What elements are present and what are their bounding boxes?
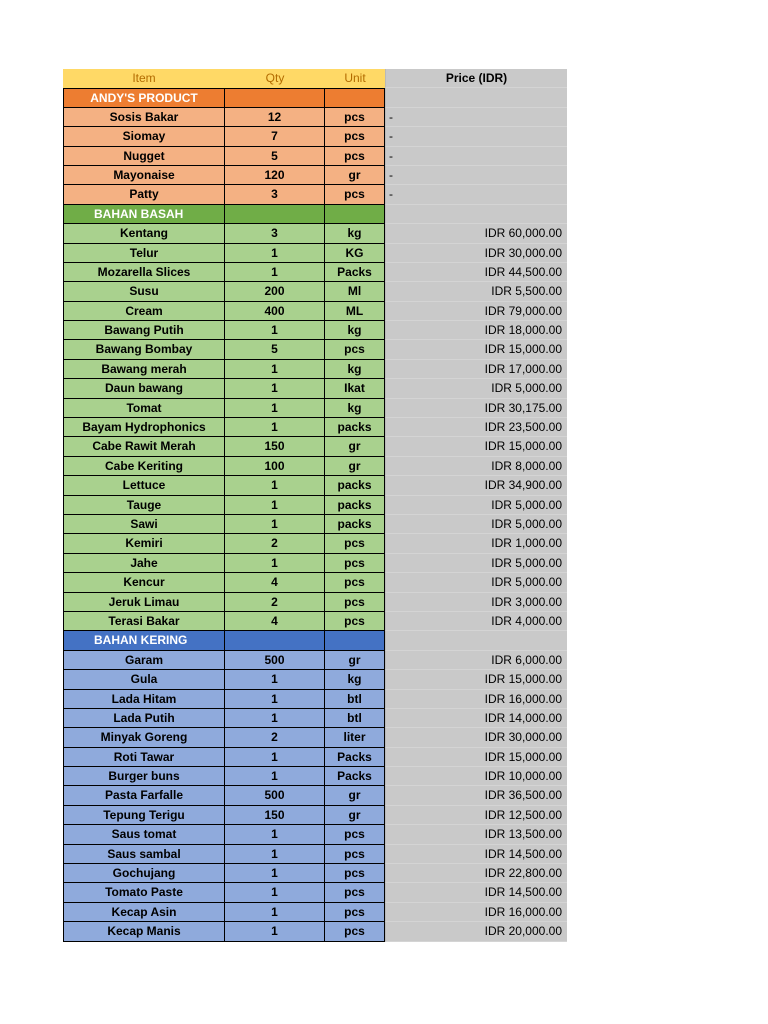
price-cell[interactable] (385, 612, 567, 631)
qty-cell[interactable]: 400 (225, 302, 325, 321)
price-value: IDR 17,000.00 (484, 361, 562, 376)
price-cell[interactable] (385, 263, 567, 282)
table-row (63, 786, 567, 805)
item-cell[interactable]: Telur (63, 244, 225, 263)
unit-cell[interactable]: btl (325, 709, 385, 728)
unit-cell[interactable]: gr (325, 166, 385, 185)
qty-cell[interactable]: 1 (225, 399, 325, 418)
item-cell[interactable]: Kemiri (63, 534, 225, 553)
item-cell[interactable]: Gochujang (63, 864, 225, 883)
price-value: IDR 8,000.00 (491, 458, 562, 473)
ingredient-table (63, 69, 567, 942)
table-row (63, 496, 567, 515)
price-cell[interactable] (385, 786, 567, 805)
unit-cell[interactable]: packs (325, 476, 385, 495)
table-row (63, 399, 567, 418)
table-row (63, 573, 567, 592)
unit-cell[interactable]: Packs (325, 767, 385, 786)
unit-cell[interactable]: kg (325, 321, 385, 340)
qty-cell[interactable]: 500 (225, 786, 325, 805)
price-value: IDR 14,500.00 (484, 885, 562, 900)
item-cell[interactable]: Tomat (63, 399, 225, 418)
item-cell[interactable]: Sawi (63, 515, 225, 534)
qty-cell[interactable]: 100 (225, 457, 325, 476)
price-value: IDR 4,000.00 (491, 613, 562, 628)
section-title[interactable]: ANDY'S PRODUCT (63, 88, 225, 107)
qty-cell[interactable]: 1 (225, 903, 325, 922)
section-unit-cell[interactable] (325, 631, 385, 650)
qty-cell[interactable]: 3 (225, 224, 325, 243)
unit-cell[interactable]: Ml (325, 282, 385, 301)
item-cell[interactable]: Terasi Bakar (63, 612, 225, 631)
unit-cell[interactable]: Ikat (325, 379, 385, 398)
qty-cell[interactable]: 2 (225, 728, 325, 747)
item-cell[interactable]: Mozarella Slices (63, 263, 225, 282)
price-cell[interactable] (385, 399, 567, 418)
qty-cell[interactable]: 7 (225, 127, 325, 146)
table-row (63, 360, 567, 379)
item-cell[interactable]: Daun bawang (63, 379, 225, 398)
table-row (63, 302, 567, 321)
unit-cell[interactable]: Packs (325, 748, 385, 767)
item-cell[interactable]: Bawang Bombay (63, 340, 225, 359)
item-cell[interactable]: Lada Putih (63, 709, 225, 728)
price-cell[interactable] (385, 709, 567, 728)
item-cell[interactable]: Tomato Paste (63, 883, 225, 902)
qty-cell[interactable]: 1 (225, 496, 325, 515)
table-row (63, 864, 567, 883)
table-row (63, 612, 567, 631)
unit-cell[interactable]: ML (325, 302, 385, 321)
price-value: IDR 30,175.00 (484, 400, 562, 415)
table-row (63, 690, 567, 709)
price-value: IDR 30,000.00 (484, 245, 562, 260)
header-row (63, 69, 567, 88)
table-row (63, 709, 567, 728)
section-title[interactable]: BAHAN BASAH (63, 205, 225, 224)
price-cell[interactable] (385, 748, 567, 767)
section-price-cell[interactable] (385, 88, 567, 107)
table-row (63, 224, 567, 243)
item-cell[interactable]: Saus sambal (63, 845, 225, 864)
unit-cell[interactable]: pcs (325, 554, 385, 573)
price-value: IDR 16,000.00 (484, 904, 562, 919)
item-cell[interactable]: Roti Tawar (63, 748, 225, 767)
price-cell[interactable] (385, 651, 567, 670)
item-cell[interactable]: Bayam Hydrophonics (63, 418, 225, 437)
unit-cell[interactable]: pcs (325, 185, 385, 204)
price-cell[interactable] (385, 515, 567, 534)
item-cell[interactable]: Kentang (63, 224, 225, 243)
price-cell[interactable] (385, 147, 567, 166)
item-cell[interactable]: Saus tomat (63, 825, 225, 844)
qty-cell[interactable]: 1 (225, 515, 325, 534)
unit-cell[interactable]: kg (325, 360, 385, 379)
section-qty-cell[interactable] (225, 631, 325, 650)
price-value: IDR 5,000.00 (491, 575, 562, 590)
price-cell[interactable] (385, 922, 567, 941)
table-row (63, 883, 567, 902)
price-cell[interactable] (385, 457, 567, 476)
price-value: IDR 5,000.00 (491, 516, 562, 531)
unit-cell[interactable]: pcs (325, 340, 385, 359)
price-value: IDR 3,000.00 (491, 594, 562, 609)
unit-cell[interactable]: gr (325, 651, 385, 670)
qty-cell[interactable]: 150 (225, 437, 325, 456)
section-unit-cell[interactable] (325, 88, 385, 107)
table-row (63, 825, 567, 844)
table-row (63, 476, 567, 495)
header-item[interactable]: Item (63, 69, 225, 88)
item-cell[interactable]: Patty (63, 185, 225, 204)
section-header (63, 205, 567, 224)
price-cell[interactable] (385, 185, 567, 204)
price-cell[interactable] (385, 806, 567, 825)
section-header (63, 88, 567, 107)
unit-cell[interactable]: pcs (325, 825, 385, 844)
qty-cell[interactable]: 1 (225, 709, 325, 728)
table-row (63, 670, 567, 689)
item-cell[interactable]: Jahe (63, 554, 225, 573)
table-row (63, 922, 567, 941)
table-row (63, 534, 567, 553)
qty-cell[interactable]: 1 (225, 379, 325, 398)
unit-cell[interactable]: pcs (325, 922, 385, 941)
price-value: IDR 15,000.00 (484, 342, 562, 357)
unit-cell[interactable]: pcs (325, 127, 385, 146)
price-cell[interactable] (385, 321, 567, 340)
qty-cell[interactable]: 3 (225, 185, 325, 204)
price-dash: - (389, 109, 393, 124)
qty-cell[interactable]: 1 (225, 554, 325, 573)
price-cell[interactable] (385, 108, 567, 127)
item-cell[interactable]: Bawang merah (63, 360, 225, 379)
item-cell[interactable]: Cabe Rawit Merah (63, 437, 225, 456)
qty-cell[interactable]: 1 (225, 418, 325, 437)
section-title[interactable]: BAHAN KERING (63, 631, 225, 650)
price-cell[interactable] (385, 476, 567, 495)
table-row (63, 185, 567, 204)
item-cell[interactable]: Kecap Manis (63, 922, 225, 941)
header-price[interactable]: Price (IDR) (385, 69, 567, 88)
qty-cell[interactable]: 12 (225, 108, 325, 127)
price-cell[interactable] (385, 573, 567, 592)
unit-cell[interactable]: pcs (325, 612, 385, 631)
item-cell[interactable]: Mayonaise (63, 166, 225, 185)
table-row (63, 748, 567, 767)
price-value: IDR 15,000.00 (484, 439, 562, 454)
price-cell[interactable] (385, 883, 567, 902)
item-cell[interactable]: Cabe Keriting (63, 457, 225, 476)
unit-cell[interactable]: pcs (325, 534, 385, 553)
qty-cell[interactable]: 1 (225, 883, 325, 902)
qty-cell[interactable]: 1 (225, 845, 325, 864)
unit-cell[interactable]: Packs (325, 263, 385, 282)
item-cell[interactable]: Sosis Bakar (63, 108, 225, 127)
qty-cell[interactable]: 5 (225, 147, 325, 166)
price-dash: - (389, 187, 393, 202)
table-row (63, 515, 567, 534)
unit-cell[interactable]: pcs (325, 593, 385, 612)
price-value: IDR 79,000.00 (484, 303, 562, 318)
unit-cell[interactable]: KG (325, 244, 385, 263)
section-unit-cell[interactable] (325, 205, 385, 224)
price-cell[interactable] (385, 302, 567, 321)
section-qty-cell[interactable] (225, 88, 325, 107)
qty-cell[interactable]: 4 (225, 612, 325, 631)
item-cell[interactable]: Kecap Asin (63, 903, 225, 922)
table-row (63, 728, 567, 747)
table-row (63, 263, 567, 282)
unit-cell[interactable]: pcs (325, 883, 385, 902)
table-row (63, 437, 567, 456)
unit-cell[interactable]: packs (325, 496, 385, 515)
unit-cell[interactable]: pcs (325, 573, 385, 592)
unit-cell[interactable]: pcs (325, 147, 385, 166)
price-cell[interactable] (385, 903, 567, 922)
price-cell[interactable] (385, 360, 567, 379)
price-value: IDR 16,000.00 (484, 691, 562, 706)
table-row (63, 379, 567, 398)
unit-cell[interactable]: gr (325, 457, 385, 476)
price-value: IDR 60,000.00 (484, 226, 562, 241)
price-cell[interactable] (385, 244, 567, 263)
price-cell[interactable] (385, 127, 567, 146)
price-dash: - (389, 167, 393, 182)
qty-cell[interactable]: 1 (225, 321, 325, 340)
unit-cell[interactable]: gr (325, 437, 385, 456)
item-cell[interactable]: Jeruk Limau (63, 593, 225, 612)
item-cell[interactable]: Burger buns (63, 767, 225, 786)
price-value: IDR 6,000.00 (491, 652, 562, 667)
qty-cell[interactable]: 2 (225, 534, 325, 553)
unit-cell[interactable]: pcs (325, 845, 385, 864)
unit-cell[interactable]: btl (325, 690, 385, 709)
price-cell[interactable] (385, 767, 567, 786)
price-value: IDR 22,800.00 (484, 866, 562, 881)
unit-cell[interactable]: kg (325, 670, 385, 689)
header-qty[interactable]: Qty (225, 69, 325, 88)
section-price-cell[interactable] (385, 205, 567, 224)
unit-cell[interactable]: kg (325, 224, 385, 243)
price-value: IDR 14,000.00 (484, 710, 562, 725)
price-cell[interactable] (385, 670, 567, 689)
price-cell[interactable] (385, 379, 567, 398)
qty-cell[interactable]: 1 (225, 864, 325, 883)
price-value: IDR 36,500.00 (484, 788, 562, 803)
item-cell[interactable]: Cream (63, 302, 225, 321)
unit-cell[interactable]: gr (325, 786, 385, 805)
table-row (63, 767, 567, 786)
unit-cell[interactable]: kg (325, 399, 385, 418)
item-cell[interactable]: Tauge (63, 496, 225, 515)
qty-cell[interactable]: 1 (225, 825, 325, 844)
item-cell[interactable]: Gula (63, 670, 225, 689)
section-qty-cell[interactable] (225, 205, 325, 224)
qty-cell[interactable]: 120 (225, 166, 325, 185)
unit-cell[interactable]: pcs (325, 108, 385, 127)
price-value: IDR 1,000.00 (491, 536, 562, 551)
price-value: IDR 18,000.00 (484, 323, 562, 338)
price-cell[interactable] (385, 728, 567, 747)
qty-cell[interactable]: 1 (225, 360, 325, 379)
price-cell[interactable] (385, 418, 567, 437)
price-value: IDR 5,000.00 (491, 555, 562, 570)
price-value: IDR 15,000.00 (484, 749, 562, 764)
unit-cell[interactable]: pcs (325, 903, 385, 922)
price-cell[interactable] (385, 534, 567, 553)
price-cell[interactable] (385, 690, 567, 709)
price-value: IDR 14,500.00 (484, 846, 562, 861)
price-cell[interactable] (385, 224, 567, 243)
item-cell[interactable]: Nugget (63, 147, 225, 166)
price-cell[interactable] (385, 166, 567, 185)
price-cell[interactable] (385, 554, 567, 573)
unit-cell[interactable]: liter (325, 728, 385, 747)
price-cell[interactable] (385, 845, 567, 864)
table-body (63, 88, 567, 941)
table-row (63, 554, 567, 573)
table-row (63, 244, 567, 263)
qty-cell[interactable]: 1 (225, 263, 325, 282)
unit-cell[interactable]: pcs (325, 864, 385, 883)
qty-cell[interactable]: 5 (225, 340, 325, 359)
unit-cell[interactable]: packs (325, 515, 385, 534)
unit-cell[interactable]: packs (325, 418, 385, 437)
table-row (63, 282, 567, 301)
qty-cell[interactable]: 1 (225, 748, 325, 767)
price-value: IDR 30,000.00 (484, 730, 562, 745)
price-value: IDR 20,000.00 (484, 924, 562, 939)
table-row (63, 108, 567, 127)
table-row (63, 418, 567, 437)
item-cell[interactable]: Bawang Putih (63, 321, 225, 340)
price-cell[interactable] (385, 593, 567, 612)
header-unit[interactable]: Unit (325, 69, 385, 88)
table-row (63, 593, 567, 612)
price-dash: - (389, 129, 393, 144)
item-cell[interactable]: Minyak Goreng (63, 728, 225, 747)
table-row (63, 147, 567, 166)
price-value: IDR 5,000.00 (491, 381, 562, 396)
price-value: IDR 5,000.00 (491, 497, 562, 512)
qty-cell[interactable]: 1 (225, 767, 325, 786)
table-row (63, 651, 567, 670)
qty-cell[interactable]: 1 (225, 244, 325, 263)
price-dash: - (389, 148, 393, 163)
price-cell[interactable] (385, 282, 567, 301)
section-price-cell[interactable] (385, 631, 567, 650)
price-cell[interactable] (385, 340, 567, 359)
item-cell[interactable]: Lada Hitam (63, 690, 225, 709)
table-row (63, 127, 567, 146)
item-cell[interactable]: Lettuce (63, 476, 225, 495)
item-cell[interactable]: Kencur (63, 573, 225, 592)
price-value: IDR 5,500.00 (491, 284, 562, 299)
table-row (63, 845, 567, 864)
table-row (63, 903, 567, 922)
item-cell[interactable]: Susu (63, 282, 225, 301)
price-cell[interactable] (385, 864, 567, 883)
qty-cell[interactable]: 150 (225, 806, 325, 825)
price-value: IDR 23,500.00 (484, 420, 562, 435)
price-cell[interactable] (385, 437, 567, 456)
price-value: IDR 10,000.00 (484, 769, 562, 784)
table-row (63, 321, 567, 340)
item-cell[interactable]: Siomay (63, 127, 225, 146)
price-value: IDR 15,000.00 (484, 672, 562, 687)
qty-cell[interactable]: 1 (225, 922, 325, 941)
table-row (63, 166, 567, 185)
table-row (63, 340, 567, 359)
section-header (63, 631, 567, 650)
qty-cell[interactable]: 1 (225, 670, 325, 689)
qty-cell[interactable]: 4 (225, 573, 325, 592)
table-row (63, 806, 567, 825)
item-cell[interactable]: Tepung Terigu (63, 806, 225, 825)
price-cell[interactable] (385, 825, 567, 844)
price-value: IDR 12,500.00 (484, 807, 562, 822)
qty-cell[interactable]: 1 (225, 476, 325, 495)
price-value: IDR 34,900.00 (484, 478, 562, 493)
unit-cell[interactable]: gr (325, 806, 385, 825)
table-row (63, 457, 567, 476)
price-value: IDR 44,500.00 (484, 264, 562, 279)
item-cell[interactable]: Garam (63, 651, 225, 670)
qty-cell[interactable]: 500 (225, 651, 325, 670)
qty-cell[interactable]: 1 (225, 690, 325, 709)
qty-cell[interactable]: 2 (225, 593, 325, 612)
price-cell[interactable] (385, 496, 567, 515)
item-cell[interactable]: Pasta Farfalle (63, 786, 225, 805)
qty-cell[interactable]: 200 (225, 282, 325, 301)
price-value: IDR 13,500.00 (484, 827, 562, 842)
